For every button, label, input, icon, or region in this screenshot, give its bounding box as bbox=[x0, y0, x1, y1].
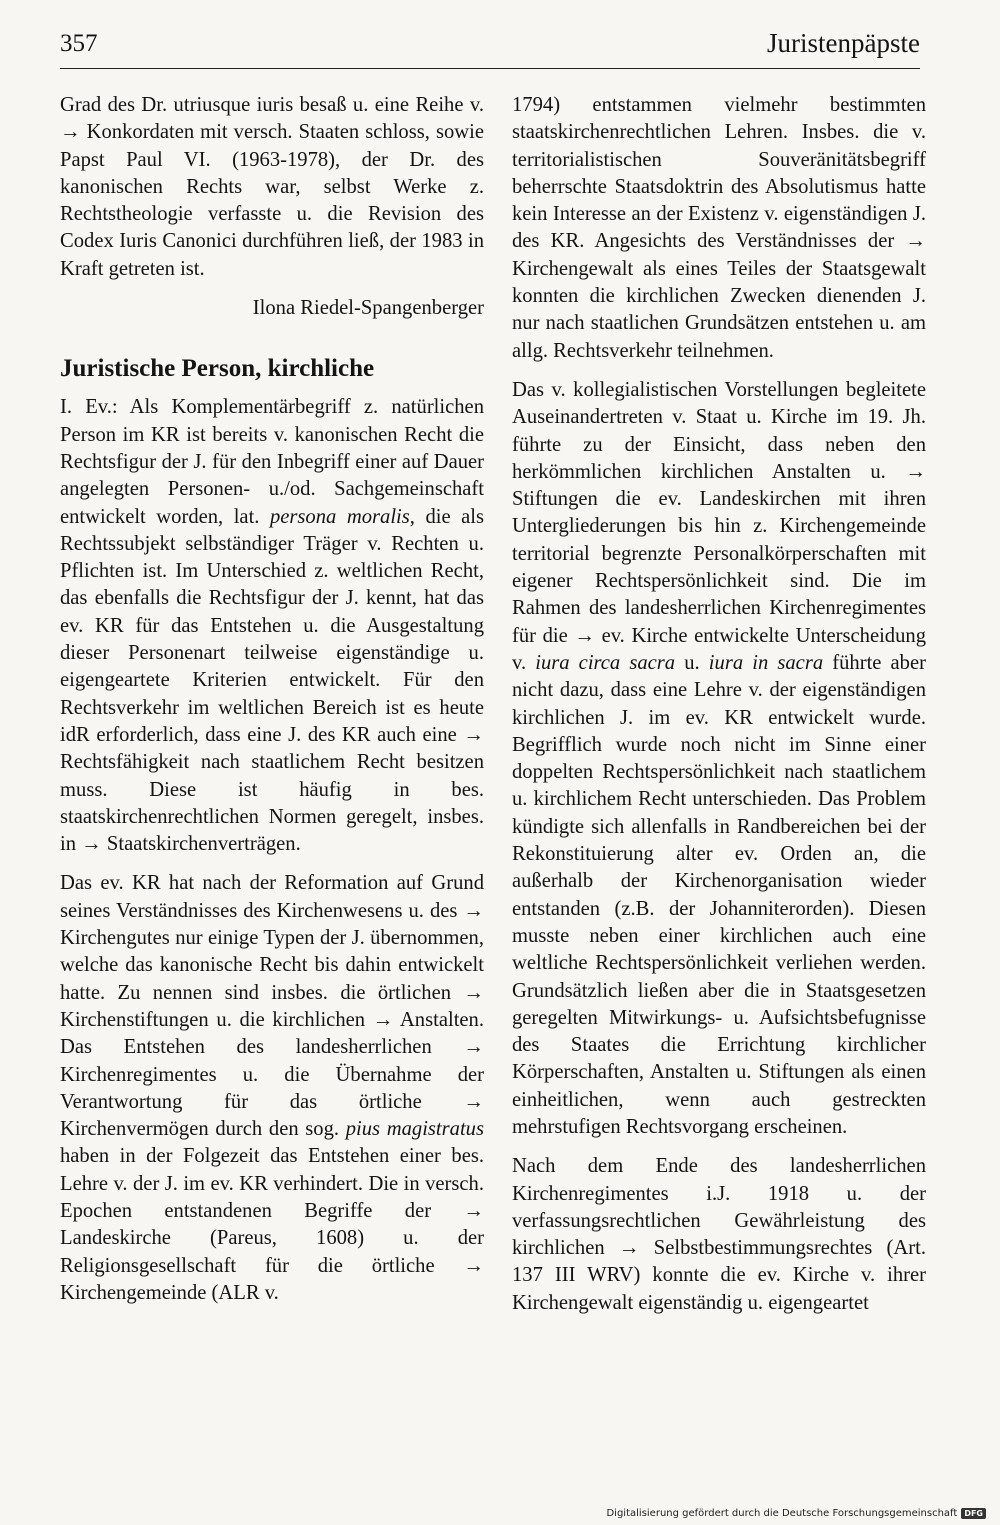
paragraph: Das ev. KR hat nach der Reformation auf Grund seines Verständnisses des Kirchenwesens u. des → Kirchengutes nur einige Typen der J. übernommen, welche das kanonische Recht bis dahin entwickelt hatte. Zu nennen sind insbes. die örtlichen → Kirchenstiftungen u. die kirchlichen → Anstalten. Das Entstehen des landesherrlichen → Kirchenregimentes u. die Übernahme der Verantwortung für das örtliche → Kirchenvermögen durch den sog. pius magistratus haben in der Folgezeit das Entstehen einer bes. Lehre v. der J. im ev. KR verhindert. Die in versch. Epochen entstandenen Begriffe der → Landeskirche (Pareus, 1608) u. der Religionsgesellschaft für die örtliche → Kirchengemeinde (ALR v. bbox=[60, 872, 484, 1304]
page-header bbox=[60, 28, 920, 69]
page-number: 357 bbox=[60, 30, 98, 57]
author-signature: Ilona Riedel-Spangenberger bbox=[252, 297, 484, 320]
running-head: Juristenpäpste bbox=[767, 28, 920, 58]
paragraph: Grad des Dr. utriusque iuris besaß u. eine Reihe v. → Konkordaten mit versch. Staaten schloss, sowie Papst Paul VI. (1963-1978), der Dr. des kanonischen Rechts war, selbst Werke z. Rechtstheologie verfasste u. die Revision des Codex Iuris Canonici durchführen ließ, der 1983 in Kraft getreten ist. bbox=[60, 94, 484, 280]
paragraph: Nach dem Ende des landesherrlichen Kirchenregimentes i.J. 1918 u. der verfassungsrechtlichen Gewährleistung des kirchlichen → Selbstbestimmungsrechtes (Art. 137 III WRV) konnte die ev. Kirche v. ihrer Kirchengewalt eigenständig u. eigengeartet bbox=[512, 1155, 926, 1314]
right-column bbox=[512, 92, 926, 1329]
footer-text: Digitalisierung gefördert durch die Deutsche Forschungsgemeinschaft bbox=[606, 1508, 958, 1519]
left-column bbox=[60, 92, 484, 1319]
digitization-footer bbox=[606, 1508, 986, 1519]
italic-term: iura circa sacra bbox=[535, 651, 676, 674]
paragraph: Das v. kollegialistischen Vorstellungen begleitete Auseinandertreten v. Staat u. Kirche im 19. Jh. führte zu der Einsicht, dass neben den herkömmlichen kirchlichen Anstalten u. → Stiftungen die ev. Landeskirchen mit ihren Untergliederungen bis hin z. Kirchengemeinde territorial begrenzte Personalkörperschaften mit eigener Rechtspersönlichkeit sind. Die im Rahmen des landesherrlichen Kirchenregimentes für die → ev. Kirche entwickelte Unterscheidung v. iura circa sacra u. iura in sacra führte aber nicht dazu, dass eine Lehre v. der eigenständigen kirchlichen J. im ev. KR entwickelt wurde. Begrifflich wurde noch nicht im Sinne einer doppelten Rechtspersönlichkeit nach staatlichem u. kirchlichem Recht unterschieden. Das Problem kündigte sich allenfalls in Randbereichen bei der Rekonstituierung alter ev. Orden an, die außerhalb der Kirchenorganisation wieder entstanden (z.B. der Johanniterorden). Diesen musste neben einer kirchlichen auch eine weltliche Rechtspersönlichkeit verliehen werden. Grundsätzlich ließen aber die in Staatsgesetzen geregelten Mitwirkungs- u. Aufsichtsbefugnisse des Staates die Errichtung kirchlicher Körperschaften, Anstalten u. Stiftungen als einen einheitlichen, wenn auch gestreckten mehrstufigen Rechtsvorgang erscheinen. bbox=[512, 378, 926, 1138]
dfg-logo-icon: DFG bbox=[961, 1508, 986, 1519]
italic-term: pius magistratus bbox=[345, 1118, 484, 1141]
italic-term: persona moralis bbox=[269, 505, 410, 528]
italic-term: iura in sacra bbox=[708, 651, 824, 674]
entry-title: Juristische Person, kirchliche bbox=[60, 355, 375, 383]
paragraph: I. Ev.: Als Komplementärbegriff z. natürlichen Person im KR ist bereits v. kanonischen Recht die Rechtsfigur der J. für den Inbegriff einer auf Dauer angelegten Personen- u./od. Sachgemeinschaft entwickelt worden, lat. persona moralis, die als Rechtssubjekt selbständiger Träger v. Rechten u. Pflichten ist. Im Unterschied z. weltlichen Recht, das ebenfalls die Rechtsfigur der J. kennt, hat das ev. KR für das Entstehen u. die Ausgestaltung dieser Personenart teilweise eigenständige u. eigengeartete Kriterien entwickelt. Für den Rechtsverkehr im weltlichen Bereich ist es heute idR erforderlich, dass eine J. des KR auch eine → Rechtsfähigkeit nach staatlichem Recht besitzen muss. Diese ist häufig in bes. staatskirchenrechtlichen Normen geregelt, insbes. in → Staatskirchenverträgen. bbox=[60, 396, 484, 856]
paragraph: 1794) entstammen vielmehr bestimmten staatskirchenrechtlichen Lehren. Insbes. die v. territorialistischen Souveränitätsbegriff beherrschte Staatsdoktrin des Absolutismus hatte kein Interesse an der Existenz v. eigenständigen J. des KR. Angesichts des Verständnisses der → Kirchengewalt als eines Teiles der Staatsgewalt konnten die kirchlichen Zwecken dienenden J. nur nach staatlichen Grundsätzen entstehen u. am allg. Rechtsverkehr teilnehmen. bbox=[512, 94, 926, 362]
